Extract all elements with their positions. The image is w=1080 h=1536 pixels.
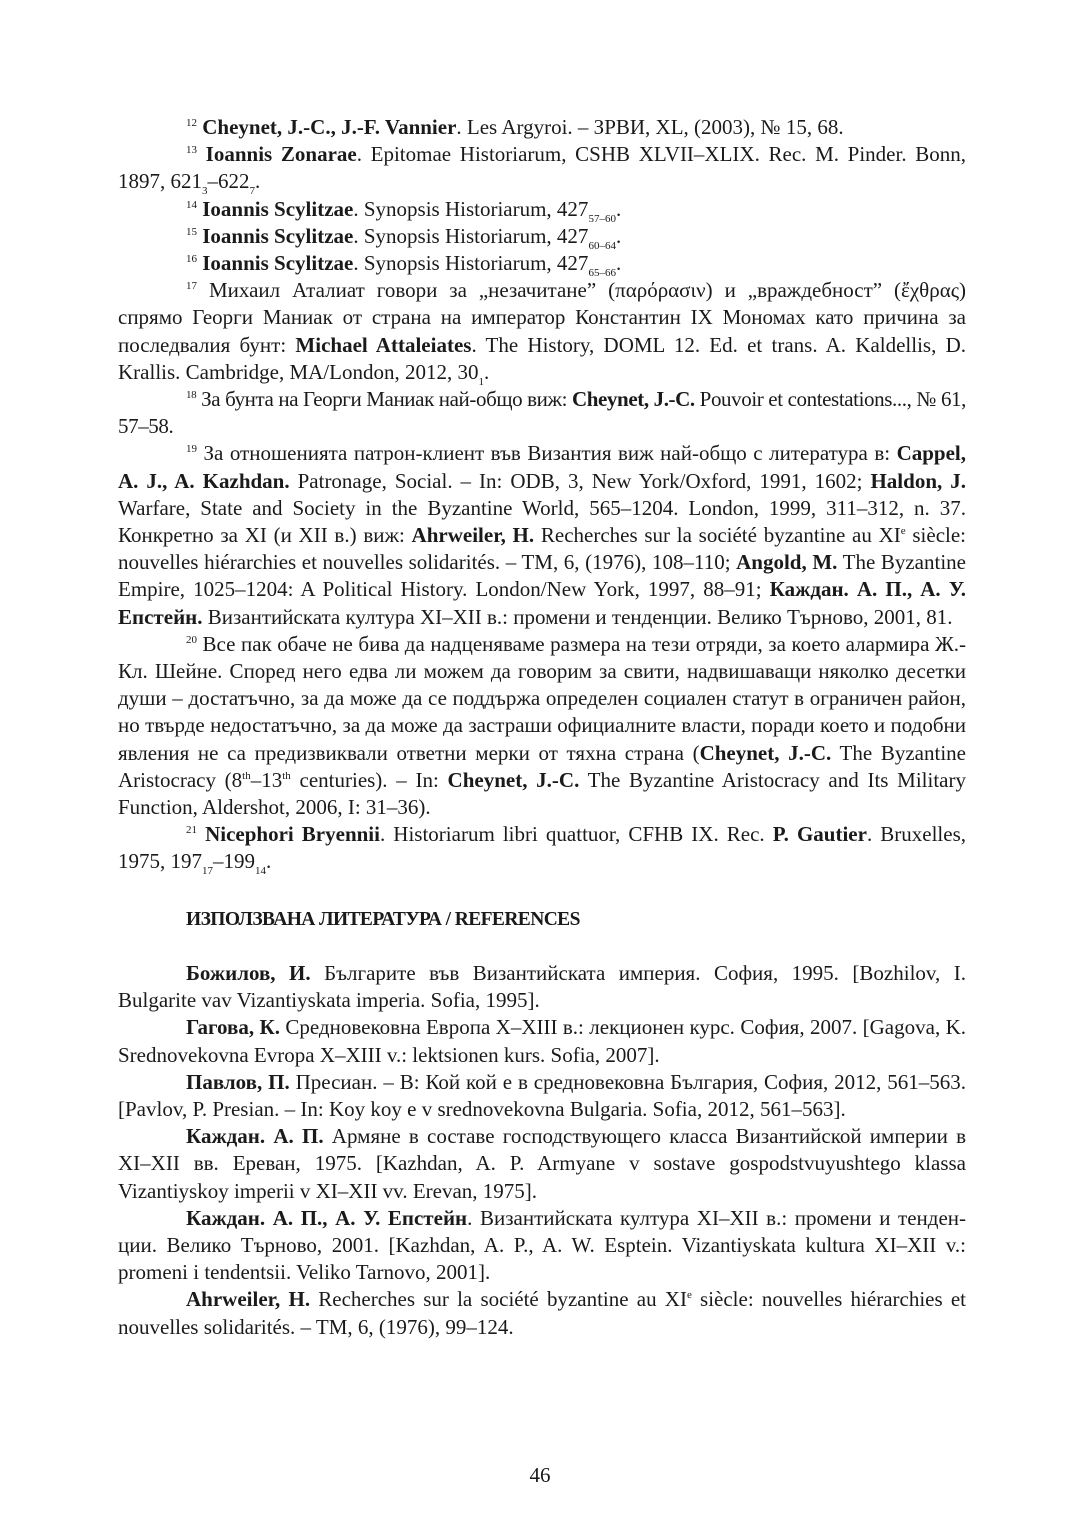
reference-text: Средновековна Европа X–XIII в.: лекционен курс. София, 2007. [Gagova, K. Srednovekovna Evropa X–XIII v.: lektsionen kurs. Sofia, 2007].: [118, 1015, 967, 1067]
subscript: 60–64: [588, 239, 616, 252]
footnote-text: .: [615, 223, 622, 248]
footnote-text: The Byzantine Empire, 1025–1204: A Political History. London/New York, 1997, 88–91;: [118, 550, 966, 602]
footnote-text: Михаил Аталиат говори за „незачитане” (παρόρασιν) и „враждебност” (ἔχθρας) спрямо Георги Маниак от страна на император Константин IX Мономах като причина за последвалия бунт:: [118, 278, 967, 357]
footnote-21: [118, 821, 967, 878]
subscript: 1: [478, 375, 484, 388]
reference-entry: [118, 1014, 966, 1068]
reference-entry: [118, 1123, 966, 1205]
footnote-12: [118, 114, 966, 141]
footnote-author: Nicephori Bryennii: [205, 822, 380, 847]
footnote-author: Ioannis Scylitzae: [202, 196, 354, 221]
footnote-14: [118, 196, 966, 223]
footnote-number: 15: [186, 225, 197, 238]
footnote-text: . Synopsis Historiarum, 427: [353, 223, 589, 248]
subscript: 65–66: [588, 267, 616, 280]
reference-text: Българите във Византийската империя. София, 1995. [Bozhilov, I. Bulgarite vav Vizantiyskata imperia. Sofia, 1995].: [118, 960, 967, 1013]
reference-entry: [118, 1069, 966, 1123]
footnote-text: –622: [207, 169, 250, 194]
footnote-text: . The History, DOML 12. Ed. et trans. A. Kaldellis, D. Krallis. Cambridge, MA/London, 2012, 30: [118, 332, 966, 384]
footnote-number: 19: [186, 443, 197, 456]
superscript: th: [242, 769, 251, 782]
reference-text: Армяне в составе господствующего класса Византийской империи в XI–XII вв. Ереван, 1975. [Kazhdan, A. P. Armyane v sostave gospodstvuyushtego klassa Vizantiyskoy imperii v XI–XII vv. Erevan, 1975].: [118, 1124, 967, 1203]
footnote-text: .: [615, 251, 622, 276]
footnote-text: Византийската култура XI–XII в.: промени и тенденции. Велико Търново, 2001, 81.: [202, 604, 953, 629]
footnote-19: [118, 440, 966, 630]
footnote-text: The Byzantine Aristocracy (8: [118, 740, 966, 792]
footnote-text: Warfare, State and Society in the Byzantine World, 565–1204. London, 1999, 311–312, n. 37. Конкретно за XI (и XII в.) виж:: [118, 495, 966, 548]
footnote-number: 16: [186, 253, 197, 266]
footnote-author: Haldon, J.: [870, 468, 966, 493]
reference-text: . Византийската култура XI–XII в.: промени и тенден-ции. Велико Търново, 2001. [Kazhdan, A. P., A. W. Esptein. Vizantiyskata kultura XI–XII v.: promeni i tendentsii. Veliko Tarnovo, 2001].: [118, 1205, 966, 1285]
footnote-author: Cheynet, J.-C.: [571, 387, 695, 412]
subscript: 3: [202, 185, 208, 198]
footnote-number: 14: [186, 198, 197, 211]
footnote-20: [118, 631, 966, 821]
footnote-16: [118, 250, 966, 280]
footnote-author: Каждан. А. П., А. У. Епстейн.: [118, 577, 966, 629]
footnote-number: 17: [186, 280, 197, 293]
footnote-text: Все пак обаче не бива да надценяваме размера на тези отряди, за което алармира Ж.-Кл. Шейне. Според него едва ли можем да говорим за свити, надвишаващи няколко десетки души – достатъчно, за да може да се поддържа определен социален статут в ограничен район, но твърде недостатъчно, за да може да застраши официалните власти, поради което и подобни явления не са предизвиквали ответни мерки от тяхна страна (: [118, 631, 967, 765]
footnote-text: . Historiarum libri quattuor, CFHB IX. Rec.: [379, 822, 773, 847]
reference-entry: [118, 1205, 966, 1287]
footnote-author: Angold, M.: [736, 550, 838, 575]
footnote-text: За отношенията патрон-клиент във Византия виж най-общо с литература в:: [203, 441, 897, 466]
footnote-number: 12: [186, 117, 197, 129]
page-body: [118, 114, 966, 1341]
footnote-author: Ioannis Scylitzae: [202, 251, 354, 276]
footnote-text: Patronage, Social. – In: ODB, 3, New York/Oxford, 1991, 1602;: [289, 468, 871, 493]
reference-entry: [118, 1286, 966, 1340]
reference-text: Recherches sur la société byzantine au XI: [310, 1287, 687, 1312]
subscript: 14: [255, 865, 266, 878]
subscript: 57–60: [588, 212, 616, 225]
footnote-17: [118, 277, 966, 386]
superscript: e: [900, 525, 906, 538]
reference-author: Павлов, П.: [186, 1069, 290, 1094]
footnote-text: centuries). – In:: [290, 767, 448, 792]
footnote-text: Pouvoir et contestations..., № 61, 57–58.: [118, 387, 967, 439]
footnote-number: 20: [186, 633, 197, 646]
reference-author: Каждан. А. П.: [186, 1124, 324, 1149]
footnote-author: Ahrweiler, H.: [411, 523, 535, 548]
subscript: 17: [202, 865, 213, 878]
superscript: e: [686, 1289, 692, 1302]
references-heading: ИЗПОЛЗВАНА ЛИТЕРАТУРА / REFERENCES: [186, 908, 580, 930]
footnote-text: The Byzantine Aristocracy and Its Military Function, Aldershot, 2006, I: 31–36).: [118, 767, 966, 820]
footnote-text: За бунта на Георги Маниак най-общо виж:: [201, 387, 572, 412]
page-number: 46: [529, 1463, 551, 1487]
footnote-author: Cappel, A. J., A. Kazhdan.: [118, 441, 967, 493]
footnote-text: . Synopsis Historiarum, 427: [353, 196, 589, 221]
subscript: 7: [249, 185, 255, 198]
footnote-text: –199: [213, 849, 255, 874]
footnote-text: siècle: nouvelles hiérarchies et nouvelles solidarités. – TM, 6, (1976), 108–110;: [118, 523, 967, 575]
footnote-text: –13: [250, 767, 283, 792]
footnote-number: 21: [186, 824, 197, 837]
footnote-author: Ioannis Scylitzae: [202, 223, 354, 248]
footnote-author: Ioannis Zonarae: [205, 142, 357, 167]
footnote-text: .: [266, 849, 272, 874]
reference-author: Божилов, И.: [186, 960, 311, 985]
footnote-author: Cheynet, J.-C., J.-F. Vannier: [202, 115, 457, 139]
reference-author: Гагова, К.: [186, 1015, 280, 1040]
footnote-18: [118, 386, 966, 440]
reference-text: siècle: nouvelles hiérarchies et nouvelles solidarités. – TM, 6, (1976), 99–124.: [118, 1287, 967, 1339]
footnote-text: .: [615, 196, 622, 221]
footnote-13: [118, 141, 966, 198]
reference-entry: [118, 960, 966, 1014]
footnote-author: Cheynet, J.-C.: [447, 767, 580, 792]
footnote-author: P. Gautier: [772, 822, 867, 847]
footnote-text: . Epitomae Historiarum, CSHB XLVII–XLIX. Rec. M. Pinder. Bonn, 1897, 621: [118, 142, 966, 194]
footnote-text: . Synopsis Historiarum, 427: [353, 251, 589, 276]
footnote-text: Recherches sur la société byzantine au XI: [534, 523, 901, 548]
superscript: th: [282, 769, 291, 782]
reference-author: Ahrweiler, H.: [186, 1287, 311, 1312]
footnote-author: Cheynet, J.-C.: [699, 740, 832, 765]
footnote-author: Michael Attaleiates: [295, 332, 472, 357]
footnote-text: . Les Argyroi. – ЗРВИ, XL, (2003), № 15, 68.: [456, 115, 844, 139]
footnote-text: . Bruxelles, 1975, 197: [118, 822, 967, 874]
footnote-text: .: [255, 169, 261, 194]
footnote-text: .: [483, 359, 490, 384]
reference-author: Каждан. А. П., А. У. Епстейн: [186, 1205, 468, 1230]
reference-text: Пресиан. – В: Кой кой е в средновековна България, София, 2012, 561–563. [Pavlov, P. Presian. – In: Koy koy e v srednovekovna Bulgaria. Sofia, 2012, 561–563].: [118, 1069, 966, 1121]
footnote-number: 13: [186, 144, 197, 157]
footnote-15: [118, 223, 966, 250]
footnote-number: 18: [186, 389, 197, 402]
